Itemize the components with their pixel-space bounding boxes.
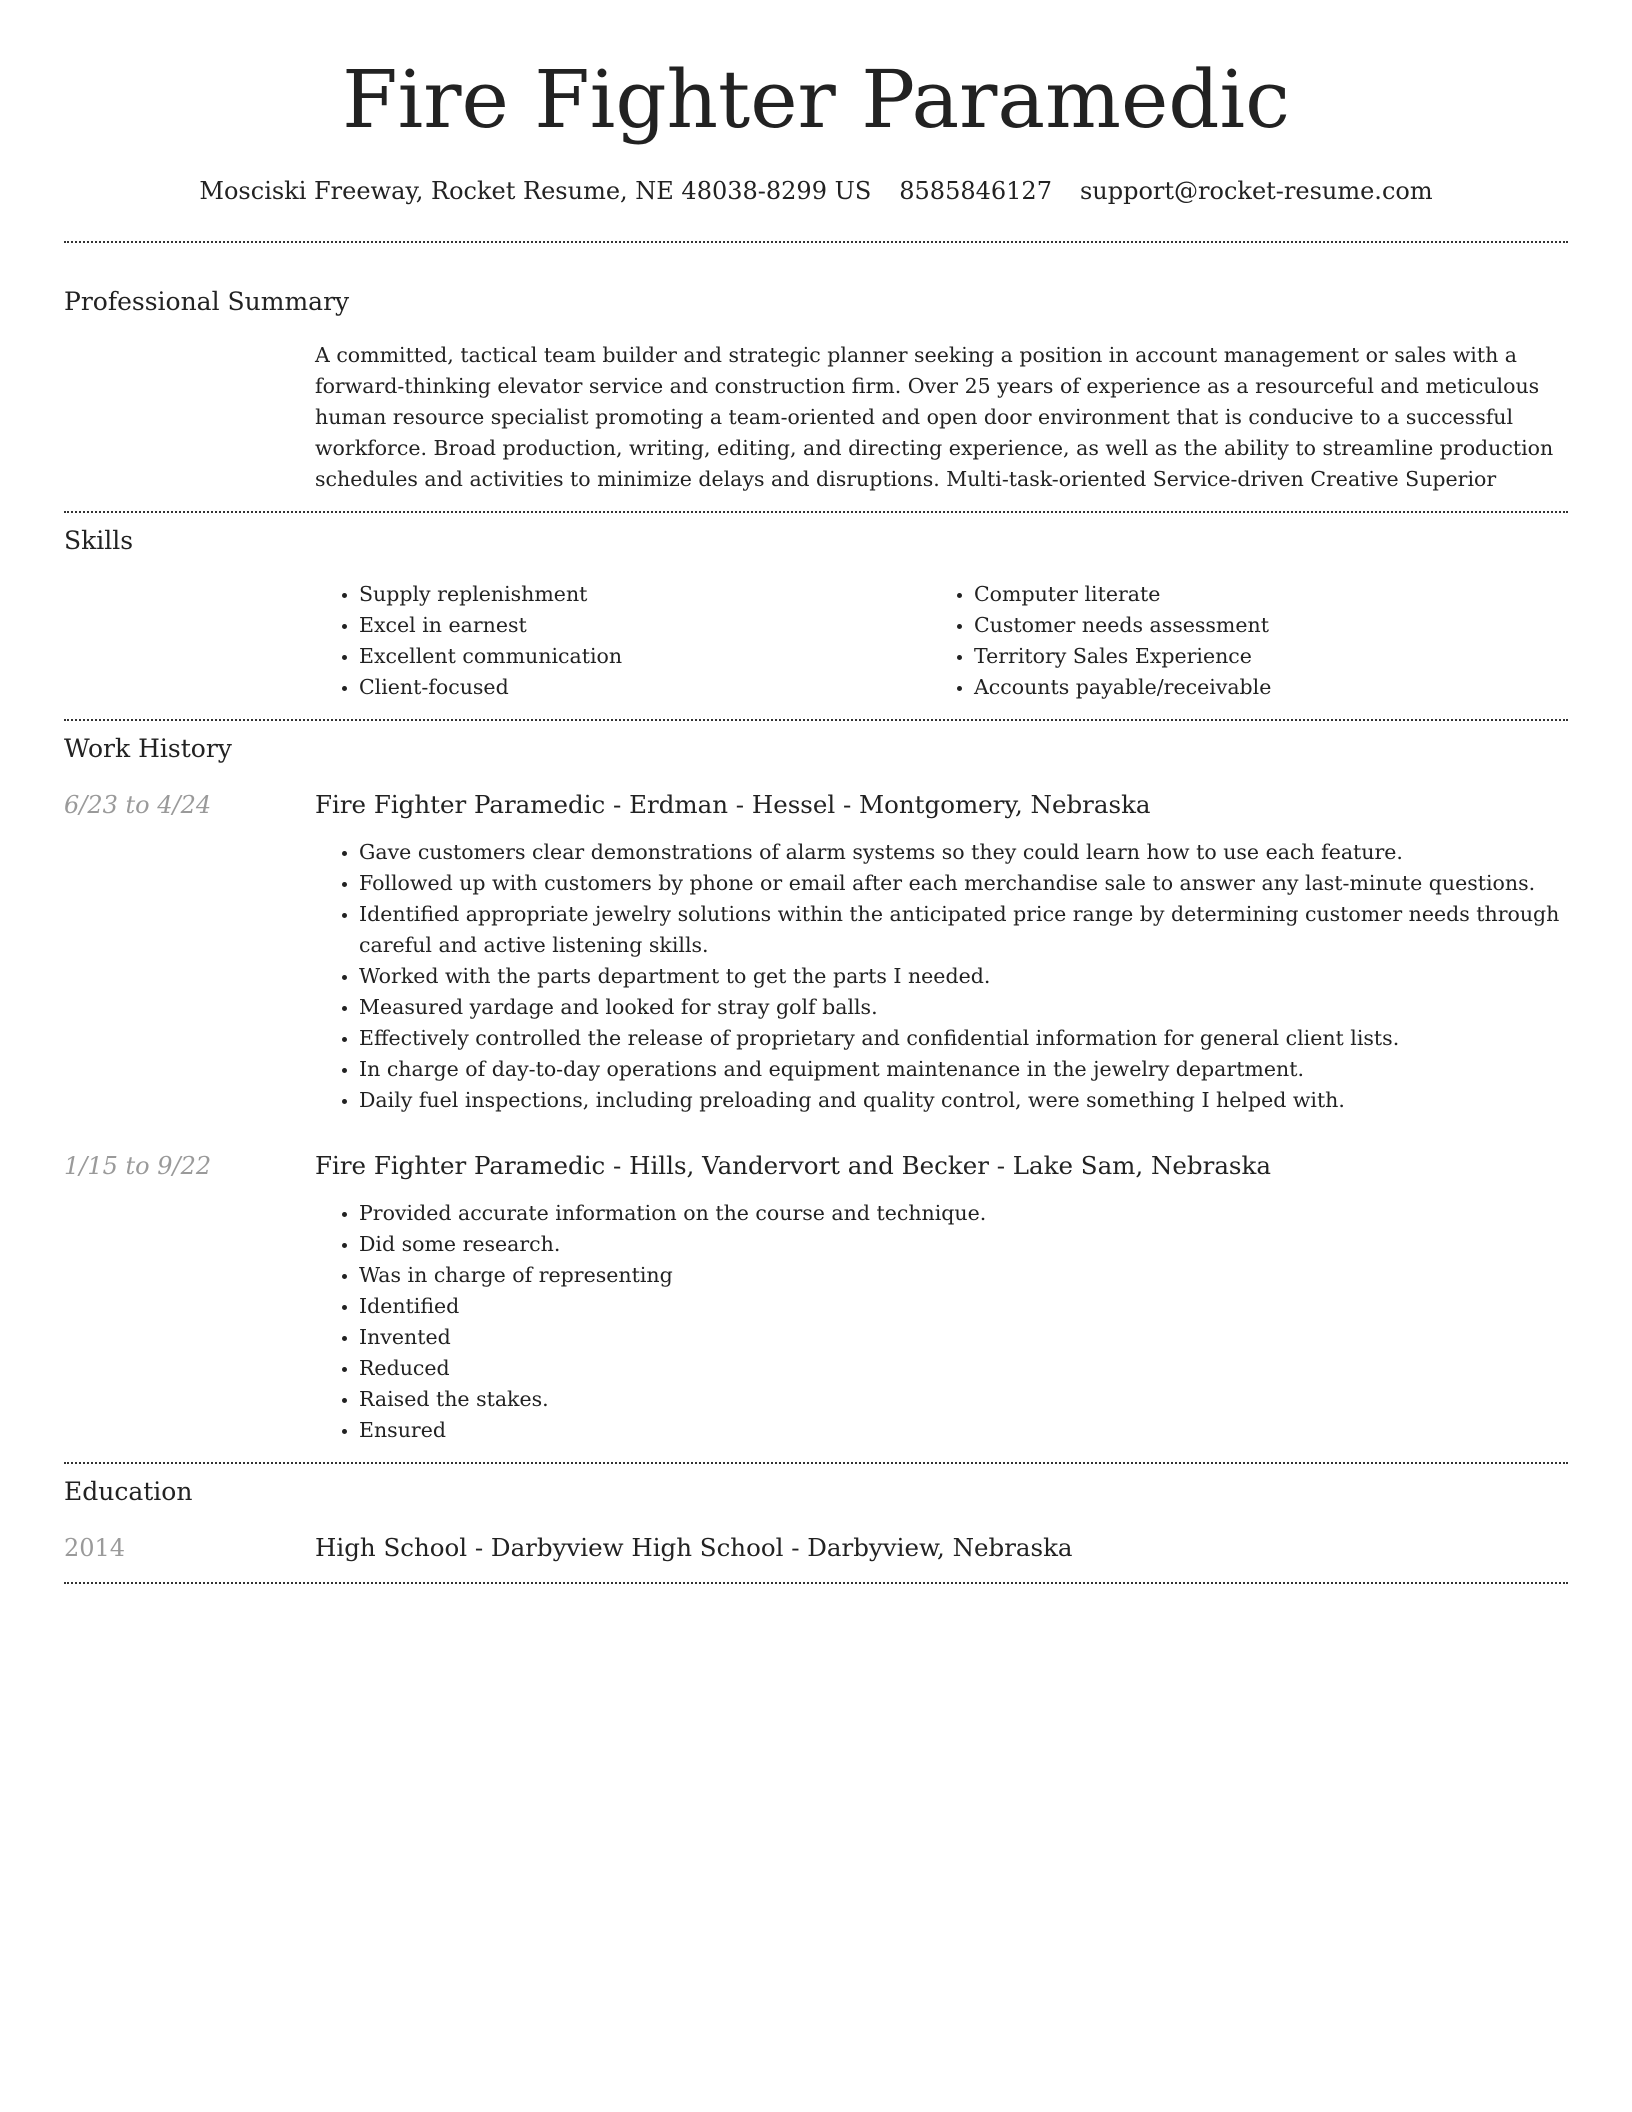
job-bullet: • Identified appropriate jewelry solutions within the anticipated price range by determining customer needs through careful and active listening skills. <box>359 899 1568 961</box>
candidate-name: Fire Fighter Paramedic <box>342 53 1290 146</box>
divider <box>64 1582 1568 1584</box>
contact-email: support@rocket-resume.com <box>1079 177 1433 205</box>
job-heading: Fire Fighter Paramedic - Erdman - Hessel - Montgomery, Nebraska <box>315 790 1151 819</box>
summary-title: Professional Summary <box>64 287 350 316</box>
skills-list-left <box>315 579 930 703</box>
skill-item: • Customer needs assessment <box>974 610 1545 641</box>
contact-address: Mosciski Freeway, Rocket Resume, NE 48038-8299 US <box>199 177 872 205</box>
education-entry <box>64 1532 1568 1564</box>
education-title: Education <box>64 1477 193 1506</box>
education-heading <box>315 1532 1568 1564</box>
job-bullet: • Ensured <box>359 1415 1568 1446</box>
skill-item: • Excel in earnest <box>359 610 930 641</box>
job-bullet: • Provided accurate information on the course and technique. <box>359 1198 1568 1229</box>
job-heading: Fire Fighter Paramedic - Hills, Vandervort and Becker - Lake Sam, Nebraska <box>315 1151 1271 1180</box>
job-bullets <box>315 837 1568 1116</box>
job-dates: 6/23 to 4/24 <box>64 791 212 819</box>
job-bullet: • Daily fuel inspections, including preloading and quality control, were something I helped with. <box>359 1085 1568 1116</box>
education-section <box>64 1464 1568 1564</box>
job-bullet: • In charge of day-to-day operations and equipment maintenance in the jewelry department. <box>359 1054 1568 1085</box>
work-history-section <box>64 721 1568 1446</box>
job-bullet: • Effectively controlled the release of proprietary and confidential information for general client lists. <box>359 1023 1568 1054</box>
skill-item: • Territory Sales Experience <box>974 641 1545 672</box>
skill-item: • Excellent communication <box>359 641 930 672</box>
job-dates: 1/15 to 9/22 <box>64 1152 212 1180</box>
skill-item: • Accounts payable/receivable <box>974 672 1545 703</box>
job-bullet: • Worked with the parts department to get the parts I needed. <box>359 961 1568 992</box>
skill-item: • Client-focused <box>359 672 930 703</box>
job-bullet: • Identified <box>359 1291 1568 1322</box>
contact-line <box>64 175 1568 207</box>
job-bullet: • Raised the stakes. <box>359 1384 1568 1415</box>
skills-section <box>64 513 1568 703</box>
skills-list-right <box>930 579 1545 703</box>
job-bullet: • Measured yardage and looked for stray golf balls. <box>359 992 1568 1023</box>
job-entry <box>64 789 1568 1116</box>
job-bullet: • Followed up with customers by phone or email after each merchandise sale to answer any last-minute questions. <box>359 868 1568 899</box>
job-bullet: • Gave customers clear demonstrations of alarm systems so they could learn how to use each feature. <box>359 837 1568 868</box>
contact-phone: 8585846127 <box>899 177 1052 205</box>
education-details: - Darbyview High School - Darbyview, Nebraska <box>467 1533 1073 1562</box>
summary-section <box>64 243 1568 495</box>
work-history-title: Work History <box>64 734 232 763</box>
job-bullet: • Was in charge of representing <box>359 1260 1568 1291</box>
job-bullet: • Did some research. <box>359 1229 1568 1260</box>
skill-item: • Computer literate <box>974 579 1545 610</box>
job-bullets <box>315 1198 1568 1446</box>
summary-text: A committed, tactical team builder and strategic planner seeking a position in account management or sales with a forward-thinking elevator service and construction firm. Over 25 years of experience as a resourceful and meticulous human resource specialist promoting a team-oriented and open door environment that is conducive to a successful workforce. Broad production, writing, editing, and directing experience, as well as the ability to streamline production schedules and activities to minimize delays and disruptions. Multi-task-oriented Service-driven Creative Superior <box>315 343 1554 491</box>
education-year: 2014 <box>64 1534 126 1562</box>
education-degree: High School <box>315 1533 468 1562</box>
job-bullet: • Reduced <box>359 1353 1568 1384</box>
job-bullet: • Invented <box>359 1322 1568 1353</box>
skill-item: • Supply replenishment <box>359 579 930 610</box>
job-entry <box>64 1150 1568 1446</box>
skills-title: Skills <box>64 526 134 555</box>
